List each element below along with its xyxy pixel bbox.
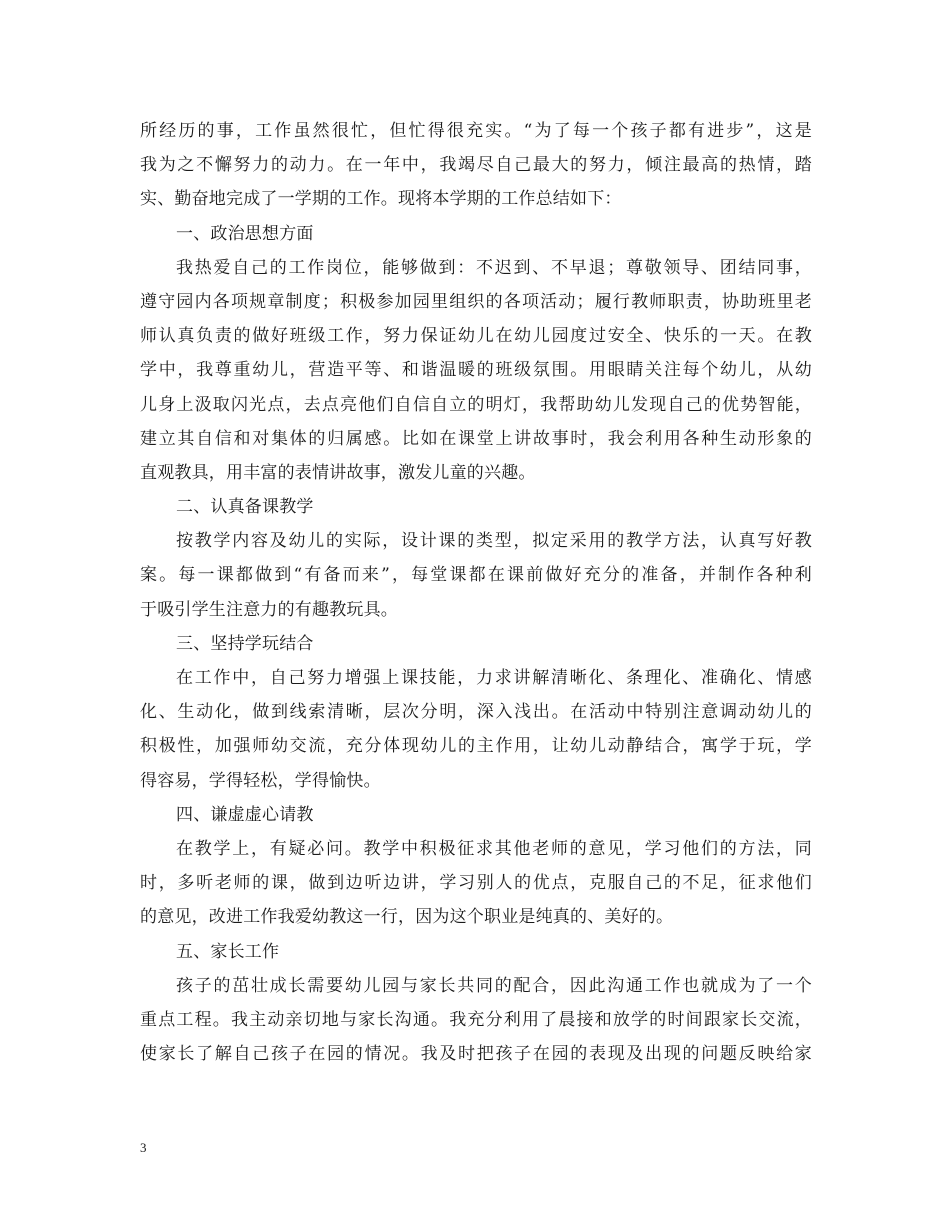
paragraph-line: 我为之不懈努力的动力。在一年中，我竭尽自己最大的努力，倾注最高的热情，踏 [140,155,812,176]
paragraph-line: 在工作中，自己努力增强上课技能，力求讲解清晰化、条理化、准确化、情感 [176,668,812,688]
page-number: 3 [140,1140,147,1155]
section-heading: 五、家长工作 [176,941,280,962]
paragraph-line: 师认真负责的做好班级工作，努力保证幼儿在幼儿园度过安全、快乐的一天。在教 [140,326,812,347]
paragraph-line: 遵守园内各项规章制度；积极参加园里组织的各项活动；履行教师职责，协助班里老 [140,291,812,312]
paragraph-line: 的意见，改进工作我爱幼教这一行，因为这个职业是纯真的、美好的。 [140,907,674,928]
paragraph-line: 重点工程。我主动亲切地与家长沟通。我充分利用了晨接和放学的时间跟家长交流， [140,1009,812,1030]
paragraph-line: 化、生动化，做到线索清晰，层次分明，深入浅出。在活动中特别注意调动幼儿的 [140,702,812,723]
paragraph-line: 得容易，学得轻松，学得愉快。 [140,770,381,791]
paragraph-line: 建立其自信和对集体的归属感。比如在课堂上讲故事时，我会利用各种生动形象的 [140,428,812,449]
paragraph-line: 孩子的茁壮成长需要幼儿园与家长共同的配合，因此沟通工作也就成为了一个 [176,975,812,996]
section-heading: 二、认真备课教学 [176,497,314,518]
section-heading: 四、谦虚虚心请教 [176,804,314,825]
document-body [140,114,812,1071]
section-heading: 一、政治思想方面 [176,223,314,244]
paragraph-line: 使家长了解自己孩子在园的情况。我及时把孩子在园的表现及出现的问题反映给家 [140,1044,812,1065]
paragraph-line: 我热爱自己的工作岗位，能够做到：不迟到、不早退；尊敬领导、团结同事， [176,257,812,278]
paragraph-line: 在教学上，有疑必问。教学中积极征求其他老师的意见，学习他们的方法，同 [176,838,812,859]
paragraph-line: 儿身上汲取闪光点，去点亮他们自信自立的明灯，我帮助幼儿发现自己的优势智能， [140,394,812,415]
paragraph-line: 按教学内容及幼儿的实际，设计课的类型，拟定采用的教学方法，认真写好教 [176,531,812,552]
paragraph-line: 于吸引学生注意力的有趣教玩具。 [140,599,398,620]
paragraph-line: 所经历的事，工作虽然很忙，但忙得很充实。“为了每一个孩子都有进步”，这是 [140,121,812,141]
paragraph-line: 实、勤奋地完成了一学期的工作。现将本学期的工作总结如下： [140,189,622,210]
paragraph-line: 直观教具，用丰富的表情讲故事，激发儿童的兴趣。 [140,462,536,483]
paragraph-line: 案。每一课都做到“有备而来”，每堂课都在课前做好充分的准备，并制作各种利 [140,565,812,586]
paragraph-line: 积极性，加强师幼交流，充分体现幼儿的主作用，让幼儿动静结合，寓学于玩，学 [140,736,812,757]
paragraph-line: 时，多听老师的课，做到边听边讲，学习别人的优点，克服自己的不足，征求他们 [140,873,812,894]
section-heading: 三、坚持学玩结合 [176,633,314,654]
paragraph-line: 学中，我尊重幼儿，营造平等、和谐温暖的班级氛围。用眼睛关注每个幼儿，从幼 [140,360,812,381]
